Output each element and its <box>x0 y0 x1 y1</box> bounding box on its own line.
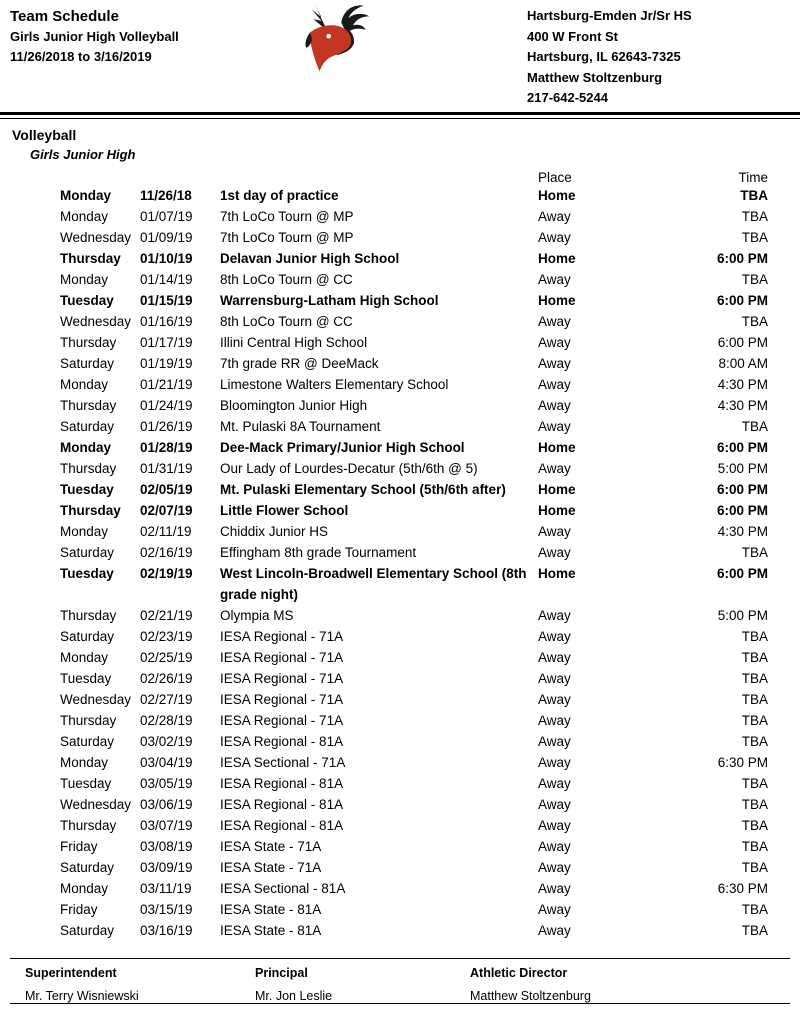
row-place: Away <box>538 230 571 245</box>
page-footer <box>0 958 800 1004</box>
row-date: 02/07/19 <box>140 503 193 518</box>
row-day: Tuesday <box>60 671 112 686</box>
row-date: 03/09/19 <box>140 860 193 875</box>
row-event: IESA Regional - 71A <box>220 650 344 665</box>
row-time: TBA <box>741 671 768 686</box>
header-place: Place <box>538 170 572 185</box>
table-row <box>0 290 800 311</box>
row-date: 01/21/19 <box>140 377 193 392</box>
row-date: 01/09/19 <box>140 230 193 245</box>
row-day: Monday <box>60 440 112 455</box>
table-row <box>0 794 800 815</box>
table-row <box>0 206 800 227</box>
table-header-row <box>0 170 800 185</box>
row-day: Monday <box>60 650 109 665</box>
row-date: 01/28/19 <box>140 440 193 455</box>
row-day: Wednesday <box>60 230 132 245</box>
row-day: Thursday <box>60 398 117 413</box>
row-place: Away <box>538 272 571 287</box>
row-place: Home <box>538 482 576 497</box>
row-event: Little Flower School <box>220 503 349 518</box>
row-date: 03/08/19 <box>140 839 193 854</box>
page-title: Team Schedule <box>10 8 119 25</box>
row-place: Away <box>538 629 571 644</box>
row-time: 4:30 PM <box>717 377 768 392</box>
row-time: 6:30 PM <box>717 881 768 896</box>
row-place: Away <box>538 755 571 770</box>
row-time: TBA <box>741 902 768 917</box>
row-day: Saturday <box>60 419 115 434</box>
row-place: Away <box>538 419 571 434</box>
table-row <box>0 710 800 731</box>
table-row <box>0 815 800 836</box>
row-event: IESA State - 81A <box>220 902 322 917</box>
row-date: 02/28/19 <box>140 713 193 728</box>
footer-athletic-director <box>470 966 591 1003</box>
table-row <box>0 689 800 710</box>
row-event: IESA Regional - 71A <box>220 629 344 644</box>
row-time: 6:00 PM <box>716 293 768 308</box>
row-date: 03/04/19 <box>140 755 193 770</box>
row-day: Tuesday <box>60 482 114 497</box>
row-date: 03/07/19 <box>140 818 193 833</box>
row-date: 02/26/19 <box>140 671 193 686</box>
row-date: 11/26/18 <box>140 188 192 203</box>
row-day: Tuesday <box>60 566 114 581</box>
row-event: 8th LoCo Tourn @ CC <box>220 272 353 287</box>
row-time: TBA <box>741 419 768 434</box>
header-divider <box>0 112 800 119</box>
row-event: Chiddix Junior HS <box>220 524 329 539</box>
school-address-line1: 400 W Front St <box>527 28 619 44</box>
row-time: TBA <box>741 797 768 812</box>
table-row <box>0 248 800 269</box>
row-time: 4:30 PM <box>717 398 768 413</box>
row-place: Away <box>538 356 571 371</box>
row-day: Thursday <box>60 251 121 266</box>
row-event: Delavan Junior High School <box>220 251 400 266</box>
row-date: 03/06/19 <box>140 797 193 812</box>
row-place: Away <box>538 713 571 728</box>
table-row <box>0 227 800 248</box>
row-place: Away <box>538 692 571 707</box>
row-date: 03/11/19 <box>140 881 192 896</box>
row-date: 03/16/19 <box>140 923 193 938</box>
table-row <box>0 752 800 773</box>
school-phone: 217-642-5244 <box>527 90 608 105</box>
row-place: Away <box>538 398 571 413</box>
page-header <box>0 0 800 112</box>
row-time: TBA <box>741 314 768 329</box>
row-day: Wednesday <box>60 797 132 812</box>
row-event: Illini Central High School <box>220 335 368 350</box>
row-place: Away <box>538 671 571 686</box>
footer-principal <box>255 966 332 1003</box>
row-place: Away <box>538 524 571 539</box>
row-event: IESA Regional - 81A <box>220 797 344 812</box>
row-time: TBA <box>741 650 768 665</box>
row-day: Saturday <box>60 356 115 371</box>
row-place: Away <box>538 650 571 665</box>
row-date: 02/11/19 <box>140 524 192 539</box>
row-event: IESA Regional - 81A <box>220 734 344 749</box>
school-info-block <box>527 6 692 109</box>
row-place: Home <box>538 188 576 203</box>
table-row <box>0 353 800 374</box>
row-date: 01/17/19 <box>140 335 193 350</box>
row-date: 02/27/19 <box>140 692 193 707</box>
footer-superintendent-title: Superintendent <box>25 966 117 980</box>
row-time: 6:00 PM <box>716 440 768 455</box>
row-event: IESA Sectional - 81A <box>220 881 346 896</box>
row-date: 02/05/19 <box>140 482 193 497</box>
row-day: Wednesday <box>60 314 132 329</box>
table-row <box>0 332 800 353</box>
row-time: 6:00 PM <box>717 335 768 350</box>
row-event: IESA State - 71A <box>220 839 322 854</box>
row-time: TBA <box>741 230 768 245</box>
date-range: 11/26/2018 to 3/16/2019 <box>10 49 152 64</box>
row-event: IESA Sectional - 71A <box>220 755 346 770</box>
table-row <box>0 395 800 416</box>
row-event: IESA Regional - 71A <box>220 692 344 707</box>
footer-columns <box>0 959 800 1003</box>
row-date: 02/21/19 <box>140 608 193 623</box>
row-event: Limestone Walters Elementary School <box>220 377 449 392</box>
footer-athletic-director-title: Athletic Director <box>470 966 568 980</box>
table-row <box>0 563 800 605</box>
row-event: IESA Regional - 71A <box>220 671 344 686</box>
row-date: 01/16/19 <box>140 314 193 329</box>
row-date: 01/15/19 <box>140 293 193 308</box>
row-day: Thursday <box>60 713 117 728</box>
footer-principal-name: Mr. Jon Leslie <box>255 989 333 1003</box>
row-date: 02/23/19 <box>140 629 193 644</box>
row-time: TBA <box>741 818 768 833</box>
row-date: 02/25/19 <box>140 650 193 665</box>
row-place: Home <box>538 293 576 308</box>
row-event: Warrensburg-Latham High School <box>220 293 439 308</box>
row-time: TBA <box>741 860 768 875</box>
table-row <box>0 773 800 794</box>
row-day: Monday <box>60 188 112 203</box>
row-event: IESA Regional - 81A <box>220 818 344 833</box>
table-row <box>0 374 800 395</box>
table-row <box>0 668 800 689</box>
row-place: Home <box>538 566 576 581</box>
row-day: Friday <box>60 839 98 854</box>
row-event: Dee-Mack Primary/Junior High School <box>220 440 465 455</box>
row-time: TBA <box>740 188 768 203</box>
row-date: 01/19/19 <box>140 356 193 371</box>
row-day: Tuesday <box>60 293 114 308</box>
row-time: 6:00 PM <box>716 482 768 497</box>
row-event: Effingham 8th grade Tournament <box>220 545 417 560</box>
row-date: 02/19/19 <box>140 566 193 581</box>
row-date: 01/31/19 <box>140 461 193 476</box>
row-time: 6:00 PM <box>716 251 768 266</box>
row-date: 03/02/19 <box>140 734 193 749</box>
table-row <box>0 437 800 458</box>
row-day: Monday <box>60 881 109 896</box>
school-address-line2: Hartsburg, IL 62643-7325 <box>527 49 681 64</box>
row-event: 7th LoCo Tourn @ MP <box>220 209 354 224</box>
row-day: Monday <box>60 209 109 224</box>
row-place: Away <box>538 734 571 749</box>
row-place: Away <box>538 839 571 854</box>
row-day: Friday <box>60 902 98 917</box>
row-event: Mt. Pulaski 8A Tournament <box>220 419 381 434</box>
table-row <box>0 416 800 437</box>
row-day: Thursday <box>60 503 121 518</box>
table-row <box>0 458 800 479</box>
row-place: Home <box>538 251 576 266</box>
row-date: 01/07/19 <box>140 209 193 224</box>
row-time: 4:30 PM <box>717 524 768 539</box>
row-place: Away <box>538 881 571 896</box>
row-event: 7th grade RR @ DeeMack <box>220 356 379 371</box>
row-day: Thursday <box>60 335 117 350</box>
row-day: Monday <box>60 377 109 392</box>
footer-divider-bottom <box>10 1003 790 1004</box>
table-row <box>0 626 800 647</box>
row-place: Away <box>538 776 571 791</box>
sport-title: Volleyball <box>12 127 77 143</box>
table-row <box>0 542 800 563</box>
row-event: 7th LoCo Tourn @ MP <box>220 230 354 245</box>
row-event: West Lincoln-Broadwell Elementary School (8th grade night) <box>220 566 527 602</box>
schedule-title-block <box>10 6 179 67</box>
row-event: Olympia MS <box>220 608 294 623</box>
row-time: TBA <box>741 839 768 854</box>
row-day: Monday <box>60 755 109 770</box>
row-time: TBA <box>741 734 768 749</box>
row-place: Away <box>538 818 571 833</box>
header-time: Time <box>738 170 768 185</box>
row-date: 02/16/19 <box>140 545 193 560</box>
row-date: 01/26/19 <box>140 419 193 434</box>
row-day: Tuesday <box>60 776 112 791</box>
table-row <box>0 500 800 521</box>
table-row <box>0 899 800 920</box>
team-title: Girls Junior High <box>30 147 136 162</box>
row-place: Away <box>538 797 571 812</box>
row-place: Away <box>538 377 571 392</box>
row-time: 5:00 PM <box>717 461 768 476</box>
row-place: Away <box>538 545 571 560</box>
row-day: Thursday <box>60 461 117 476</box>
row-day: Saturday <box>60 545 115 560</box>
table-row <box>0 920 800 941</box>
row-time: TBA <box>741 692 768 707</box>
table-row <box>0 479 800 500</box>
row-time: TBA <box>741 272 768 287</box>
row-day: Saturday <box>60 734 115 749</box>
row-day: Monday <box>60 524 109 539</box>
footer-superintendent <box>25 966 139 1003</box>
footer-athletic-director-name: Matthew Stoltzenburg <box>470 989 591 1003</box>
row-time: TBA <box>741 209 768 224</box>
row-date: 03/15/19 <box>140 902 193 917</box>
row-place: Home <box>538 503 576 518</box>
row-day: Saturday <box>60 923 115 938</box>
section-titles <box>12 126 800 163</box>
table-row <box>0 857 800 878</box>
row-event: Our Lady of Lourdes-Decatur (5th/6th @ 5) <box>220 461 478 476</box>
row-time: 6:00 PM <box>716 503 768 518</box>
row-date: 03/05/19 <box>140 776 193 791</box>
row-time: TBA <box>741 713 768 728</box>
row-place: Away <box>538 902 571 917</box>
school-contact: Matthew Stoltzenburg <box>527 69 663 85</box>
row-place: Away <box>538 335 571 350</box>
row-time: TBA <box>741 776 768 791</box>
row-day: Saturday <box>60 629 115 644</box>
row-place: Home <box>538 440 576 455</box>
row-time: TBA <box>741 629 768 644</box>
team-subtitle: Girls Junior High Volleyball <box>10 29 179 44</box>
table-row <box>0 311 800 332</box>
table-row <box>0 647 800 668</box>
table-row <box>0 731 800 752</box>
row-event: IESA State - 81A <box>220 923 322 938</box>
row-date: 01/10/19 <box>140 251 193 266</box>
row-event: Mt. Pulaski Elementary School (5th/6th after) <box>220 482 506 497</box>
row-event: IESA State - 71A <box>220 860 322 875</box>
row-day: Saturday <box>60 860 115 875</box>
row-time: TBA <box>741 923 768 938</box>
table-row <box>0 521 800 542</box>
table-row <box>0 878 800 899</box>
table-row <box>0 269 800 290</box>
row-day: Monday <box>60 272 109 287</box>
footer-principal-title: Principal <box>255 966 308 980</box>
row-event: 1st day of practice <box>220 188 339 203</box>
row-day: Thursday <box>60 608 117 623</box>
row-date: 01/24/19 <box>140 398 193 413</box>
table-row <box>0 836 800 857</box>
row-event: IESA Regional - 81A <box>220 776 344 791</box>
row-place: Away <box>538 209 571 224</box>
row-event: IESA Regional - 71A <box>220 713 344 728</box>
row-time: 8:00 AM <box>718 356 768 371</box>
stag-mascot-logo <box>293 2 377 74</box>
row-time: 6:30 PM <box>717 755 768 770</box>
row-day: Thursday <box>60 818 117 833</box>
table-row <box>0 185 800 206</box>
row-place: Away <box>538 314 571 329</box>
row-place: Away <box>538 461 571 476</box>
row-place: Away <box>538 860 571 875</box>
row-time: 6:00 PM <box>716 566 768 581</box>
schedule-rows <box>0 185 800 941</box>
row-time: 5:00 PM <box>717 608 768 623</box>
footer-superintendent-name: Mr. Terry Wisniewski <box>25 989 139 1003</box>
row-date: 01/14/19 <box>140 272 193 287</box>
table-row <box>0 605 800 626</box>
row-time: TBA <box>741 545 768 560</box>
row-day: Wednesday <box>60 692 132 707</box>
row-event: 8th LoCo Tourn @ CC <box>220 314 353 329</box>
schedule-table <box>0 170 800 941</box>
row-place: Away <box>538 608 571 623</box>
row-place: Away <box>538 923 571 938</box>
school-name: Hartsburg-Emden Jr/Sr HS <box>527 8 692 23</box>
row-event: Bloomington Junior High <box>220 398 368 413</box>
